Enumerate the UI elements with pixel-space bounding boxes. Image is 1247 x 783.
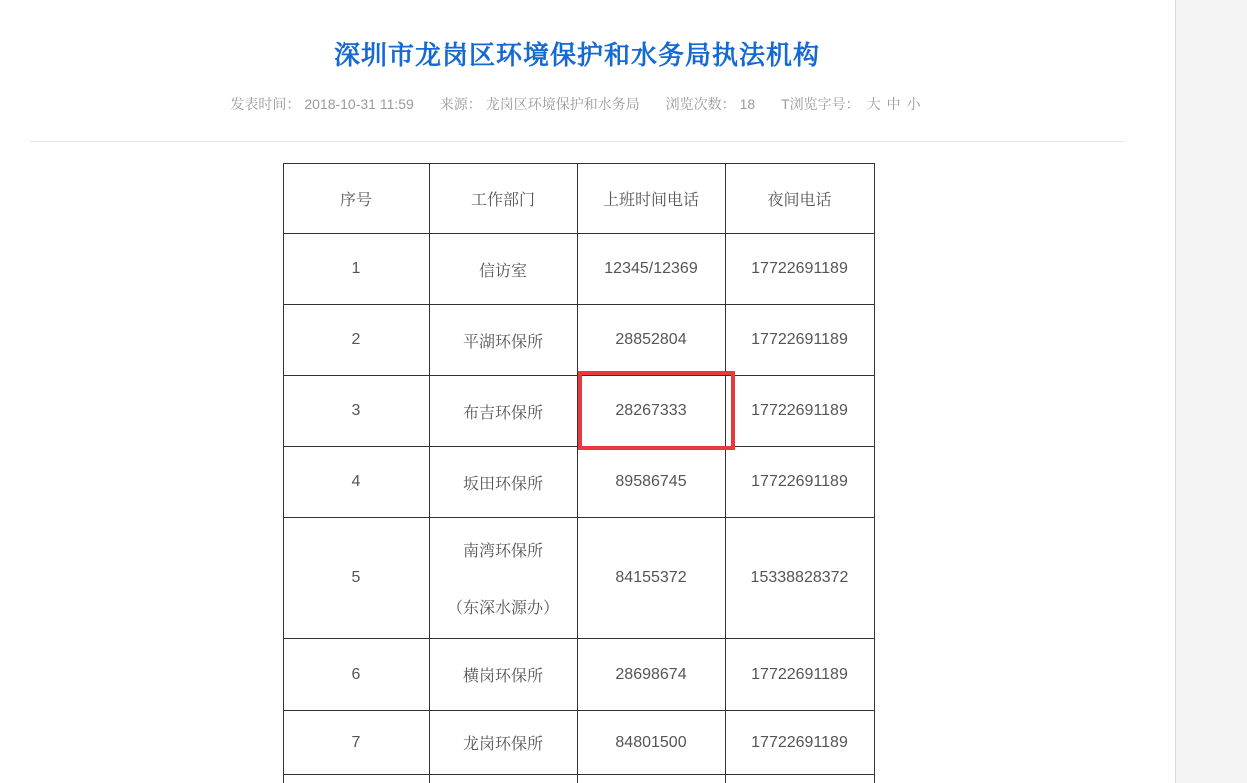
department-name-line: 横岗环保所 — [462, 668, 543, 685]
department-name-line: 龙岗环保所 — [462, 736, 543, 753]
cell-day-phone: 28852804 — [577, 305, 725, 376]
cell-day-phone: 84155372 — [577, 518, 725, 639]
cell-index: 6 — [283, 639, 429, 711]
cell-empty — [429, 775, 577, 783]
table-row — [283, 305, 874, 376]
page-title: 深圳市龙岗区环境保护和水务局执法机构 — [333, 40, 820, 70]
cell-department — [429, 639, 577, 711]
cell-index: 7 — [283, 711, 429, 775]
table-row — [283, 711, 874, 775]
cell-empty — [577, 775, 725, 783]
view-count-value: 18 — [739, 96, 756, 112]
font-size-switcher — [781, 96, 924, 112]
department-name-line: 坂田环保所 — [462, 475, 543, 493]
cell-empty — [725, 775, 874, 783]
cell-day-phone: 12345/12369 — [577, 234, 725, 305]
cell-index: 1 — [283, 234, 429, 305]
col-header-department: 工作部门 — [429, 164, 577, 234]
font-size-option-small[interactable]: 小 — [906, 96, 921, 112]
department-name-line: 布吉环保所 — [462, 404, 543, 422]
table-row — [283, 447, 874, 518]
view-count — [666, 96, 756, 112]
cell-department — [429, 305, 577, 376]
contact-table — [283, 163, 875, 783]
publish-time — [230, 96, 414, 112]
cell-day-phone: 84801500 — [577, 711, 725, 775]
cell-day-phone: 28698674 — [577, 639, 725, 711]
table-row-partial — [283, 775, 874, 783]
divider — [30, 141, 1124, 142]
cell-night-phone: 17722691189 — [725, 639, 874, 711]
table-row — [283, 234, 874, 305]
cell-night-phone: 17722691189 — [725, 234, 874, 305]
source-label: 来源： — [439, 96, 482, 112]
table-wrap — [283, 163, 872, 783]
table-body — [283, 234, 874, 783]
cell-department — [429, 447, 577, 518]
cell-index: 4 — [283, 447, 429, 518]
cell-department — [429, 711, 577, 775]
cell-department — [429, 518, 577, 639]
table-header-row — [283, 164, 874, 234]
source — [440, 96, 640, 112]
department-name-line: （东深水源办） — [446, 600, 559, 617]
font-size-option-medium[interactable]: 中 — [886, 96, 901, 112]
col-header-day-phone: 上班时间电话 — [577, 164, 725, 234]
page-background-gutter — [1175, 0, 1247, 783]
highlight-box — [578, 371, 735, 450]
cell-night-phone: 17722691189 — [725, 711, 874, 775]
table-row — [283, 639, 874, 711]
cell-department — [429, 376, 577, 447]
font-size-option-large[interactable]: 大 — [866, 96, 881, 112]
cell-empty — [283, 775, 429, 783]
department-name-line: 南湾环保所 — [462, 543, 543, 560]
table-row — [283, 376, 874, 447]
table-row — [283, 518, 874, 639]
article-meta — [0, 95, 1154, 113]
cell-day-phone: 89586745 — [577, 447, 725, 518]
cell-day-phone: 28267333 — [577, 376, 725, 447]
col-header-night-phone: 夜间电话 — [725, 164, 874, 234]
font-size-label: T浏览字号： — [781, 96, 860, 112]
publish-time-label: 发表时间： — [230, 96, 301, 112]
publish-time-value: 2018-10-31 11:59 — [304, 96, 414, 112]
cell-index: 5 — [283, 518, 429, 639]
cell-night-phone: 17722691189 — [725, 447, 874, 518]
source-value: 龙岗区环境保护和水务局 — [485, 96, 640, 112]
department-name-line: 信访室 — [478, 262, 527, 280]
cell-night-phone: 15338828372 — [725, 518, 874, 639]
department-name-line: 平湖环保所 — [462, 333, 543, 351]
cell-index: 3 — [283, 376, 429, 447]
cell-night-phone: 17722691189 — [725, 376, 874, 447]
cell-department — [429, 234, 577, 305]
cell-night-phone: 17722691189 — [725, 305, 874, 376]
col-header-index: 序号 — [283, 164, 429, 234]
cell-index: 2 — [283, 305, 429, 376]
view-count-label: 浏览次数： — [665, 96, 736, 112]
